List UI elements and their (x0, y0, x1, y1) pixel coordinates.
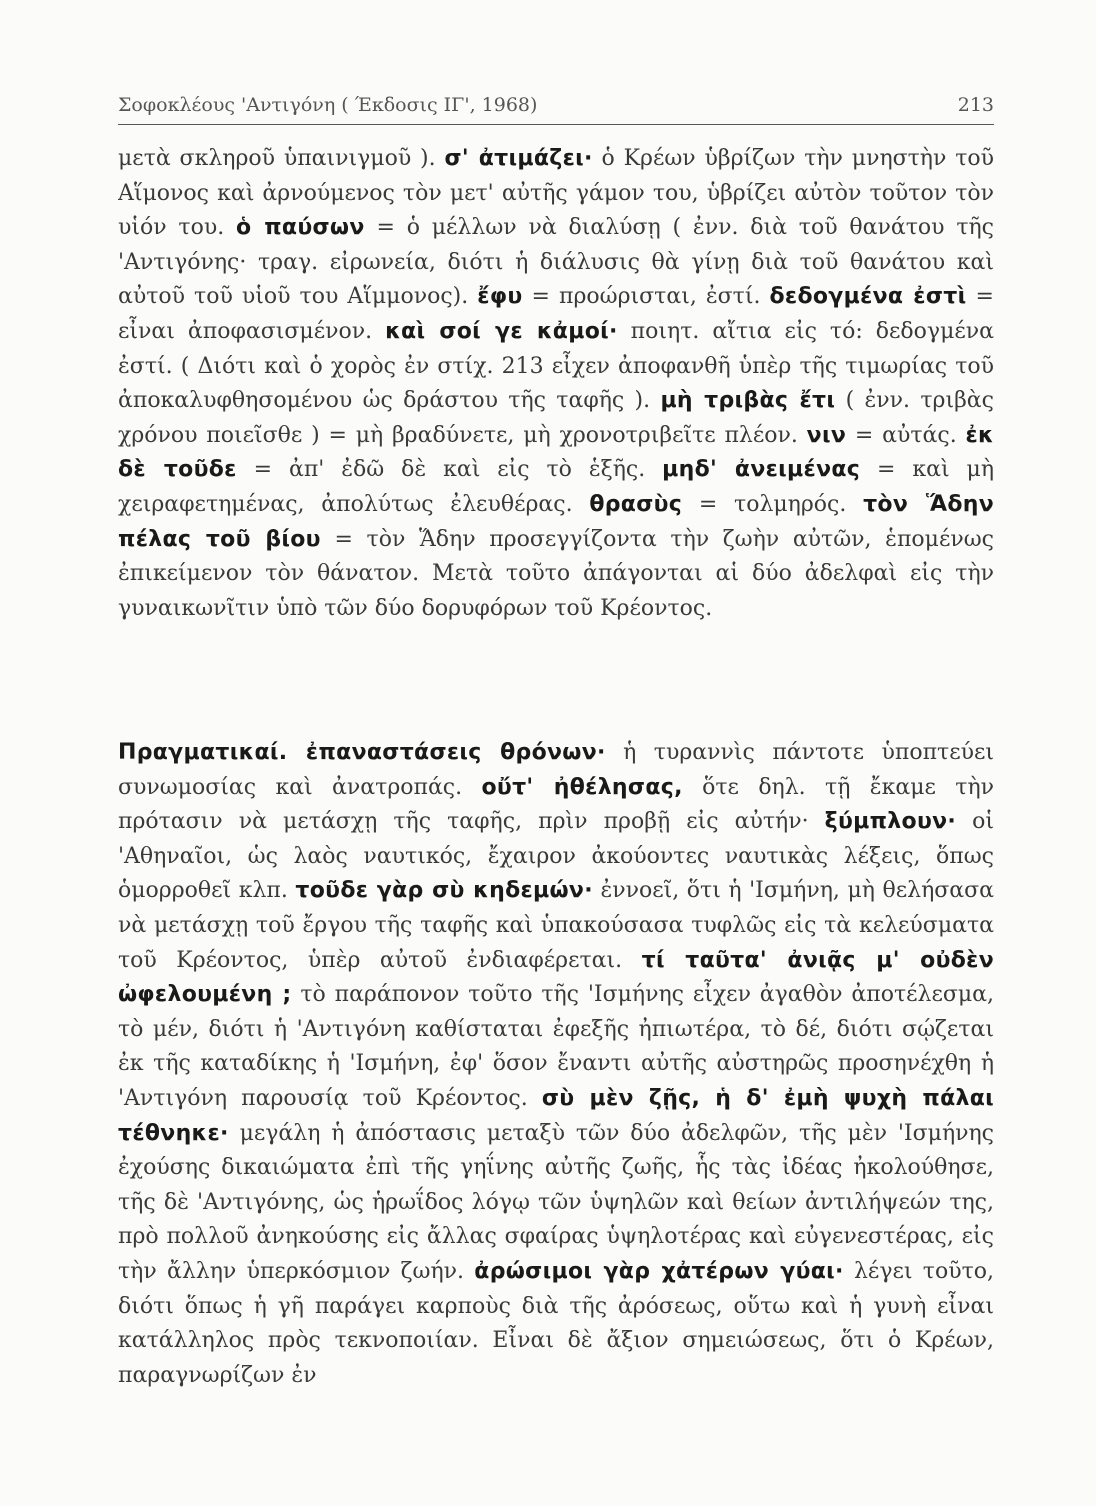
commentary-text: ποιητ. αἴτια εἰς τό: δεδογμένα ἐστί. ( Διότι καὶ ὁ χορὸς ἐν στίχ. 213 εἶχεν ἀποφανθῆ ὑπὲρ τῆς τιμωρίας τοῦ ἀποκαλυφθησομένου ὡς δράστου τῆς ταφῆς ). (118, 318, 994, 414)
lemma-bold: ἀρώσιμοι γὰρ χἀτέρων γύαι· (474, 1258, 844, 1284)
lemma-bold: τὸν Ἅδην πέλας τοῦ βίου (118, 491, 994, 552)
commentary-text: = τὸν Ἅδην προσεγγίζοντα τὴν ζωὴν αὐτῶν, ἑπομένως ἐπικείμενον τὸν θάνατον. Μετὰ τοῦτο ἀπάγονται αἱ δύο ἀδελφαὶ εἰς τὴν γυναικωνῖτιν ὑπὸ τῶν δύο δορυφόρων τοῦ Κρέοντος. (118, 526, 994, 621)
lemma-bold: ξύμπλουν· (824, 809, 957, 835)
lemma-bold: νιν (806, 422, 847, 448)
commentary-text: = τολμηρός. (682, 491, 864, 517)
commentary-text: = ὁ μέλλων νὰ διαλύσῃ ( ἐνν. διὰ τοῦ θανάτου τῆς 'Αντιγόνης· τραγ. εἰρωνεία, διότι ἡ διάλυσις θὰ γίνῃ διὰ τοῦ θανάτου καὶ αὐτοῦ τοῦ υἱοῦ του Αἵμμονος). (118, 215, 994, 310)
commentary-text: ἐννοεῖ, ὅτι ἡ 'Ισμήνη, μὴ θελήσασα νὰ μετάσχῃ τοῦ ἔργου τῆς ταφῆς καὶ ὑπακούσασα τυφλῶς εἰς τὰ κελεύσματα τοῦ Κρέοντος, ὑπὲρ αὐτοῦ ἐνδιαφέρεται. (118, 878, 994, 973)
commentary-body (118, 142, 994, 1506)
lemma-bold: ὁ παύσων (236, 215, 365, 241)
lemma-bold: ἔφυ (477, 284, 523, 310)
paragraph-1 (118, 142, 994, 696)
commentary-text: ἡ τυραννὶς πάντοτε ὑποπτεύει συνωμοσίας καὶ ἀνατροπάς. (118, 740, 994, 800)
paragraph-2 (118, 736, 994, 1506)
commentary-text: λέγει τοῦτο, διότι ὅπως ἡ γῆ παράγει καρποὺς διὰ τῆς ἀρόσεως, οὕτω καὶ ἡ γυνὴ εἶναι κατάλληλος πρὸς τεκνοποιίαν. Εἶναι δὲ ἄξιον σημειώσεως, ὅτι ὁ Κρέων, παραγνωρίζων ἐν (118, 1258, 994, 1388)
lemma-bold: σ' ἀτιμάζει· (444, 146, 593, 171)
page-number: 213 (957, 94, 994, 116)
lemma-bold: οὔτ' ἠθέλησας, (481, 774, 683, 800)
lemma-bold: τί ταῦτα' ἀνιᾷς μ' οὐδὲν ὠφελουμένη ; (118, 947, 994, 1008)
lemma-bold: Πραγματικαί. ἐπαναστάσεις θρόνων· (118, 740, 606, 765)
commentary-text: μεγάλη ἡ ἀπόστασις μεταξὺ τῶν δύο ἀδελφῶν, τῆς μὲν 'Ισμήνης ἐχούσης δικαιώματα ἐπὶ τῆς γηΐνης αὐτῆς ζωῆς, ἧς τὰς ἰδέας ἠκολούθησε, τῆς δὲ 'Αντιγόνης, ὡς ἡρωΐδος λόγῳ τῶν ὑψηλῶν καὶ θείων ἀντιλήψεών της, πρὸ πολλοῦ ἀνηκούσης εἰς ἄλλας σφαίρας ὑψηλοτέρας καὶ εὐγενεστέρας, εἰς τὴν ἄλλην ὑπερκόσμιον ζωήν. (118, 1120, 994, 1284)
commentary-text: ὅτε δηλ. τῇ ἔκαμε τὴν πρότασιν νὰ μετάσχῃ τῆς ταφῆς, πρὶν προβῇ εἰς αὐτήν· (118, 774, 994, 835)
commentary-text: = εἶναι ἀποφασισμένον. (118, 284, 994, 344)
header-title: Σοφοκλέους 'Αντιγόνη ( Έκδοσις ΙΓ', 1968) (118, 94, 538, 116)
commentary-text: οἱ 'Αθηναῖοι, ὡς λαὸς ναυτικός, ἔχαιρον ἀκούοντες ναυτικὰς λέξεις, ὅπως ὁμορροθεῖ κλπ. (118, 809, 994, 904)
commentary-text: ὁ Κρέων ὑβρίζων τὴν μνηστὴν τοῦ Αἵμονος καὶ ἀρνούμενος τὸν μετ' αὐτῆς γάμον του, ὑβρίζει αὐτὸν τοῦτον τὸν υἱόν του. (118, 146, 994, 241)
lemma-bold: ἐκ δὲ τοῦδε (118, 422, 994, 483)
commentary-text: = ἀπ' ἐδῶ δὲ καὶ εἰς τὸ ἑξῆς. (236, 457, 663, 483)
lemma-bold: σὺ μὲν ζῇς, ἡ δ' ἐμὴ ψυχὴ πάλαι τέθνηκε· (118, 1085, 994, 1146)
running-header (118, 92, 994, 125)
lemma-bold: θρασὺς (589, 491, 683, 517)
commentary-text: = προώρισται, ἐστί. (522, 284, 770, 310)
lemma-bold: καὶ σοί γε κἀμοί· (385, 318, 618, 344)
commentary-text: = αὐτάς. (846, 422, 966, 448)
commentary-text: = καὶ μὴ χειραφετημένας, ἀπολύτως ἐλευθέρας. (118, 457, 994, 517)
commentary-text: μετὰ σκληροῦ ὑπαινιγμοῦ ). (118, 146, 445, 171)
commentary-text: ( ἐνν. τριβὰς χρόνου ποιεῖσθε ) = μὴ βραδύνετε, μὴ χρονοτριβεῖτε πλέον. (118, 388, 994, 448)
commentary-text: τὸ παράπονον τοῦτο τῆς 'Ισμήνης εἶχεν ἀγαθὸν ἀποτέλεσμα, τὸ μέν, διότι ἡ 'Αντιγόνη καθίσταται ἐφεξῆς ἠπιωτέρα, τὸ δέ, διότι σῴζεται ἐκ τῆς καταδίκης ἡ 'Ισμήνη, ἐφ' ὅσον ἔναντι αὐτῆς αὐστηρῶς προσηνέχθη ἡ 'Αντιγόνη παρουσίᾳ τοῦ Κρέοντος. (118, 982, 994, 1111)
lemma-bold: μὴ τριβὰς ἔτι (660, 388, 836, 414)
lemma-bold: τοῦδε γὰρ σὺ κηδεμών· (295, 878, 593, 904)
lemma-bold: μηδ' ἀνειμένας (662, 457, 861, 483)
lemma-bold: δεδογμένα ἐστὶ (769, 284, 967, 310)
